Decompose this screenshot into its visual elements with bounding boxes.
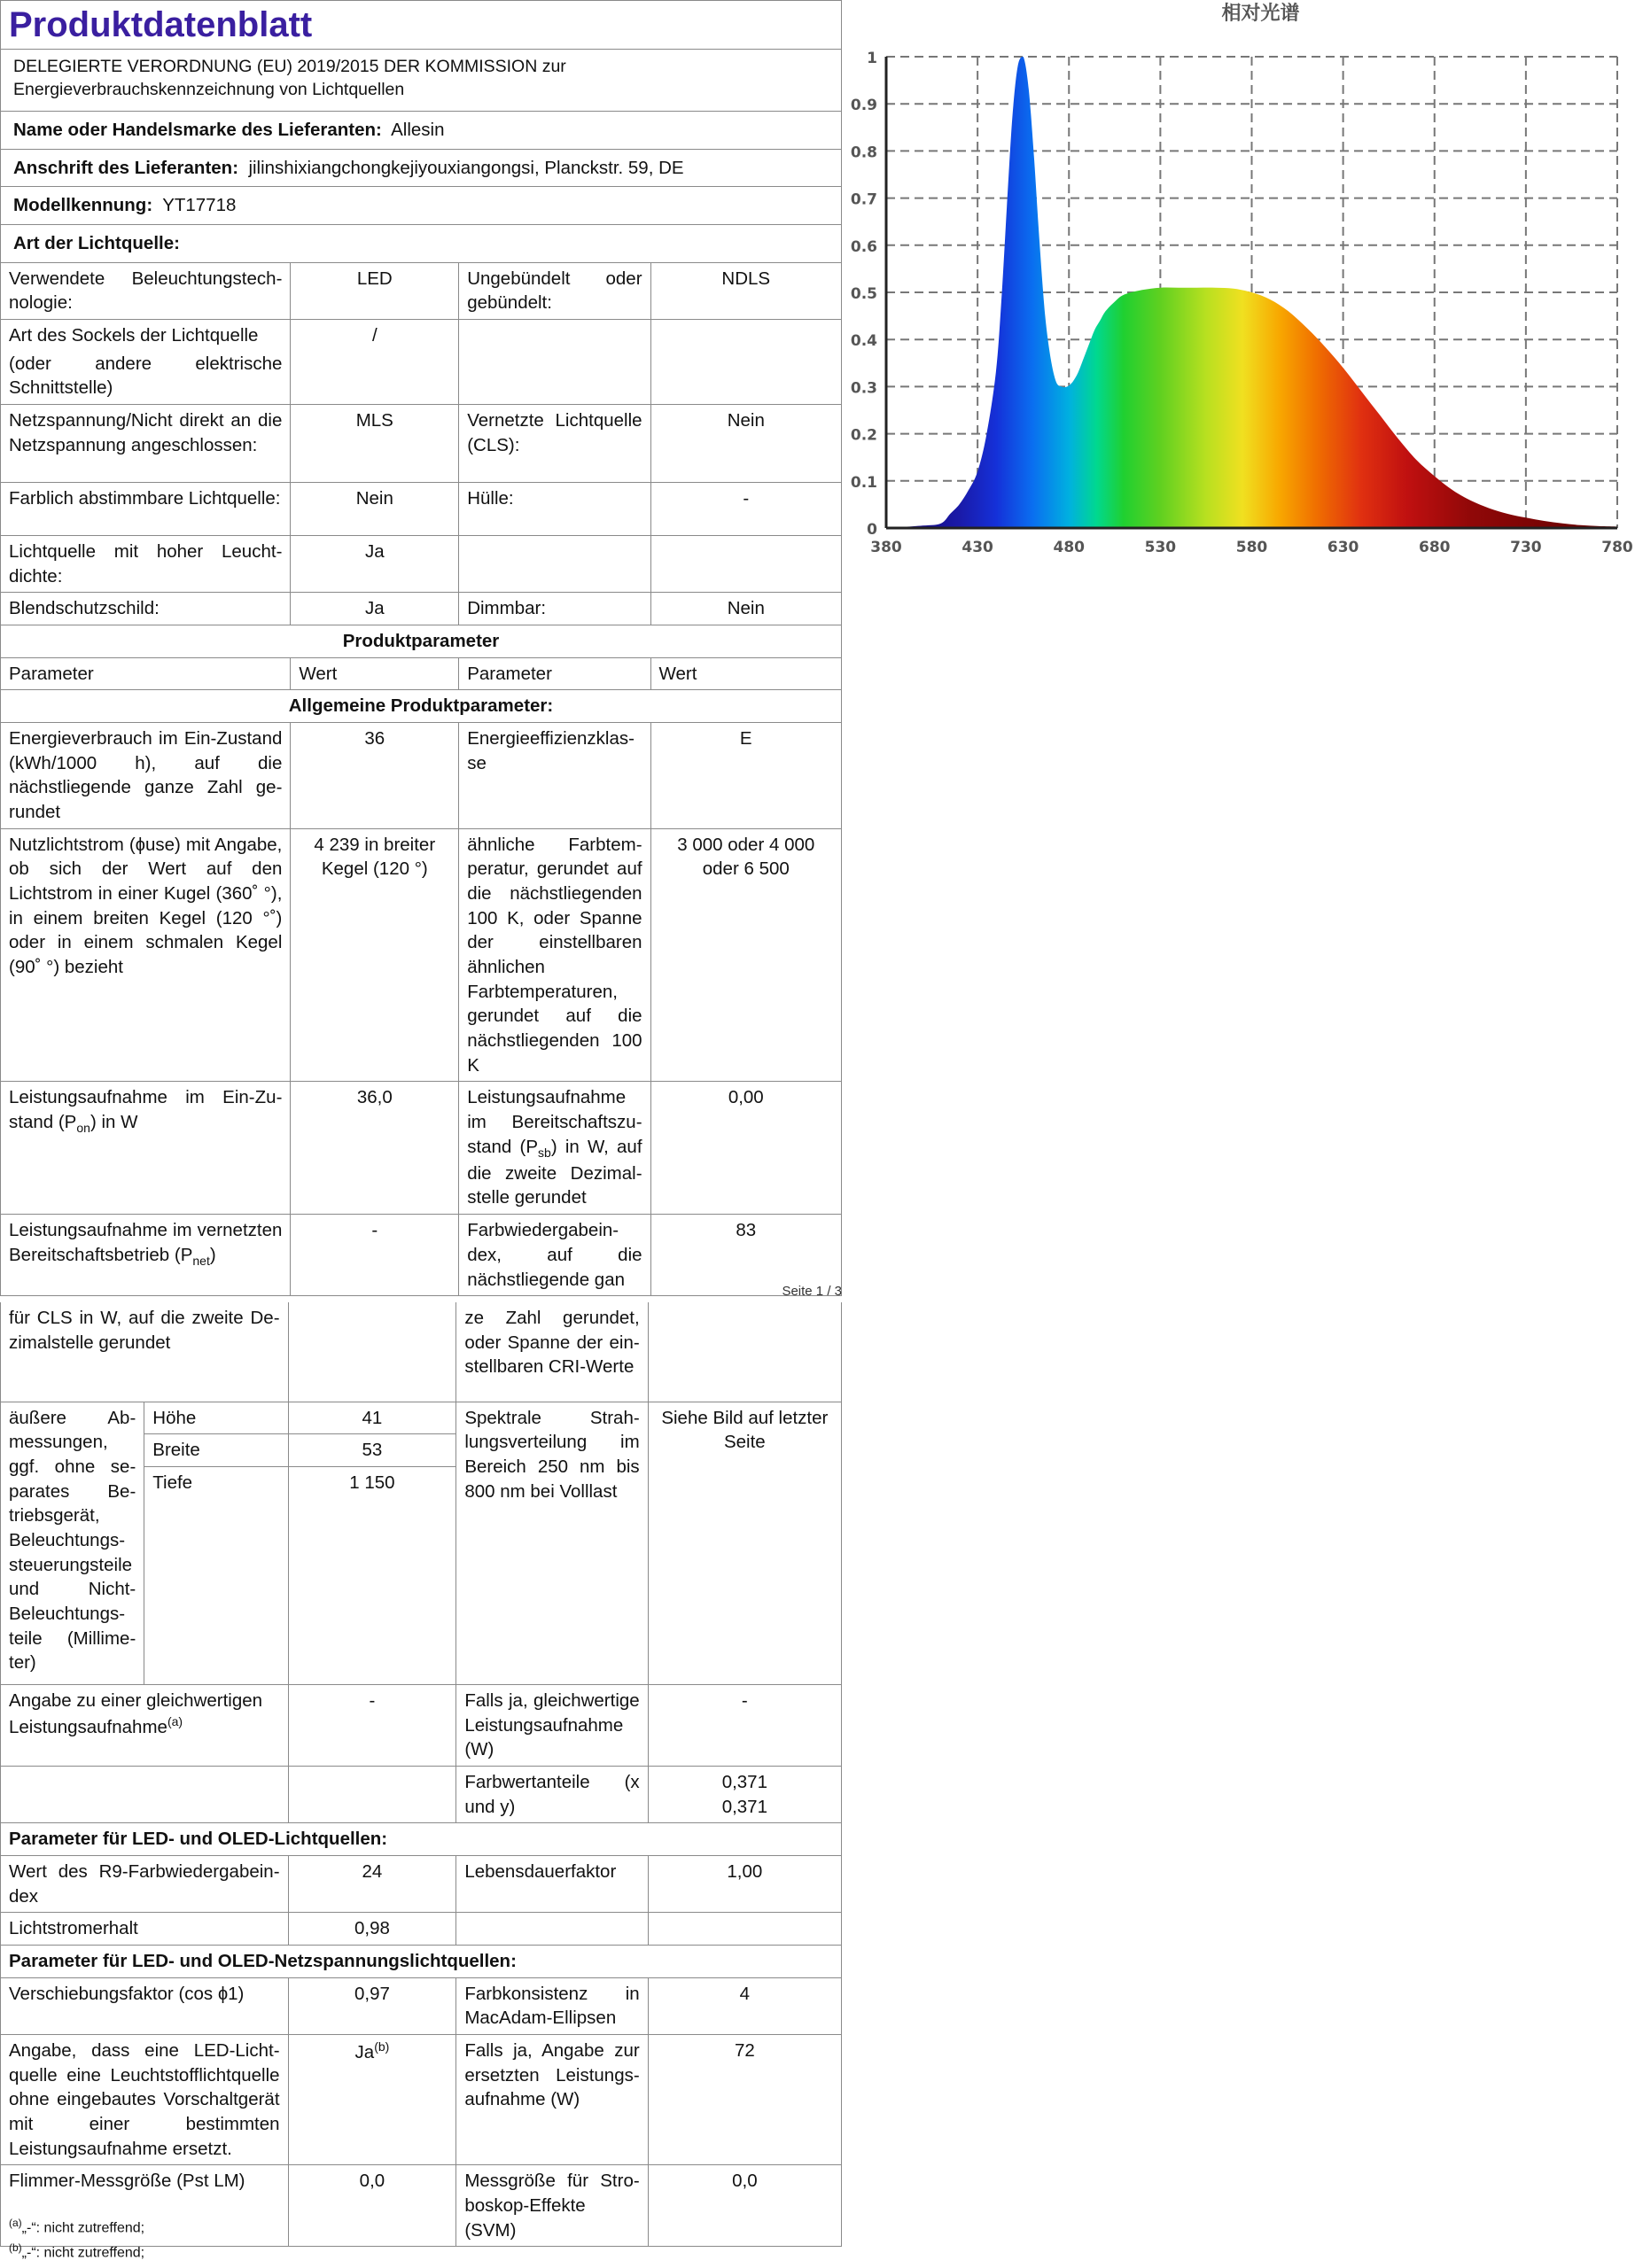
spd-label: Spektrale Strahlungsverteilung im Bereich 250 nm bis 800 nm bei Volllast	[456, 1402, 648, 1684]
type-value: LED	[291, 262, 459, 319]
type-row	[1, 536, 842, 593]
page-number: Seite 1 / 3	[782, 1284, 842, 1299]
param-row	[1, 723, 842, 829]
type-value	[650, 320, 841, 405]
page2-table	[0, 1302, 842, 2247]
x-tick-label: 630	[1327, 539, 1359, 556]
type-label: Ungebündelt oder gebündelt:	[459, 262, 650, 319]
r9-label: Wert des R9-Farbwiedergabeindex	[1, 1855, 289, 1912]
replace2-value: 72	[648, 2034, 841, 2164]
y-tick-label: 0.5	[850, 285, 877, 303]
type-label: Verwendete Beleuchtungstechnologie:	[1, 262, 291, 319]
type-table	[0, 262, 842, 625]
address-row	[1, 149, 842, 187]
type-row	[1, 262, 842, 319]
spd-value: Siehe Bild auf letzter Seite	[648, 1402, 841, 1684]
x-tick-label: 580	[1235, 539, 1268, 556]
flicker-label: Flimmer-Messgröße (Pst LM)	[1, 2165, 289, 2247]
height-value: 41	[288, 1402, 456, 1434]
y-tick-label: 0.8	[850, 144, 877, 162]
model-value: YT17718	[162, 195, 237, 216]
type-row	[1, 405, 842, 483]
param-row	[1, 1082, 842, 1215]
x-tick-label: 430	[962, 539, 993, 556]
y-tick-label: 0.2	[850, 426, 877, 445]
y-tick-label: 0.4	[850, 332, 877, 351]
param-row	[1, 1302, 842, 1402]
type-value: -	[650, 483, 841, 536]
psb-value: 0,00	[650, 1082, 841, 1215]
regulation-text: DELEGIERTE VERORDNUNG (EU) 2019/2015 DER KOMMISSION zur Energieverbrauchskennzeichnung von Lichtquellen	[1, 50, 842, 112]
type-value: Nein	[650, 405, 841, 483]
y-tick-label: 0.1	[850, 473, 877, 492]
datasheet-page-1	[0, 0, 842, 1290]
y-tick-label: 0.6	[850, 237, 877, 256]
param-row	[1, 1684, 842, 1766]
type-label: Hülle:	[459, 483, 650, 536]
chroma-y: 0,371	[721, 1796, 767, 1817]
x-tick-label: 480	[1053, 539, 1085, 556]
spectrum-svg	[842, 0, 1635, 576]
pon-label: Leistungsaufnahme im Ein-Zustand $(P_{on})$ in W	[1, 1082, 291, 1215]
y-tick-label: 0.7	[850, 190, 877, 209]
consist-value: 4	[648, 1977, 841, 2034]
type-label	[1, 320, 291, 405]
y-tick-label: 0.3	[850, 379, 877, 398]
param-row	[1, 1855, 842, 1912]
chroma-value	[648, 1766, 841, 1822]
type-label	[459, 320, 650, 405]
general-heading: Allgemeine Produktparameter:	[1, 690, 842, 723]
x-tick-label: 780	[1601, 539, 1633, 556]
width-label: Breite	[144, 1434, 288, 1467]
type-label: Lichtquelle mit hoher Leuchtdichte:	[1, 536, 291, 593]
y-tick-label: 1	[867, 50, 877, 67]
x-tick-labels	[870, 539, 1633, 556]
dim-row	[1, 1402, 842, 1434]
width-value: 53	[288, 1434, 456, 1467]
cri-value: 83	[650, 1215, 841, 1296]
socket-label-cont: (oder andere elektrische Schnittstelle)	[9, 353, 283, 399]
equiv-value: -	[288, 1684, 456, 1766]
type-label: Vernetzte Lichtquelle (CLS):	[459, 405, 650, 483]
empty-cell	[648, 1302, 841, 1402]
spectrum-chart	[842, 0, 1635, 576]
param-row	[1, 1913, 842, 1946]
chroma-label: Farbwertanteile (x und y)	[456, 1766, 648, 1822]
replace2-label: Falls ja, Angabe zur ersetzten Leistungsaufnahme (W)	[456, 2034, 648, 2164]
replace-label: Angabe, dass eine LED-Lichtquelle eine Leuchtstofflichtquelle ohne eingebautes Vorschaltgerät mit einer bestimmten Leistungsaufnahme ersetzt.	[1, 2034, 289, 2164]
supplier-row	[1, 112, 842, 150]
type-value: Nein	[291, 483, 459, 536]
type-value: Ja	[291, 536, 459, 593]
equiv-label: Angabe zu einer gleichwertigen Leistungsaufnahme$^{(a)}$	[1, 1684, 289, 1766]
model-label: Modellkennung:	[13, 195, 153, 216]
type-label: Blendschutzschild:	[1, 593, 291, 625]
x-tick-label: 380	[870, 539, 902, 556]
led-heading: Parameter für LED- und OLED-Lichtquellen:	[1, 1823, 842, 1856]
equiv2-label: Falls ja, gleichwertige Leistungsaufnahme (W)	[456, 1684, 648, 1766]
type-label	[459, 536, 650, 593]
cos-value: 0,97	[288, 1977, 456, 2034]
depth-value: 1 150	[288, 1466, 456, 1684]
param-row	[1, 828, 842, 1082]
dimensions-label: äußere Abmessungen, ggf. ohne separates Betriebsgerät, Beleuchtungssteuerungsteile und Nicht-Beleuchtungsteile (Millimeter)	[1, 1402, 144, 1684]
col-param-header: Parameter	[459, 657, 650, 690]
x-tick-label: 530	[1144, 539, 1177, 556]
type-value	[650, 536, 841, 593]
x-tick-label: 730	[1510, 539, 1542, 556]
y-tick-labels	[851, 50, 877, 539]
type-row	[1, 593, 842, 625]
chroma-x: 0,371	[721, 1771, 767, 1792]
empty-cell	[288, 1302, 456, 1402]
flux-label: Nutzlichtstrom (ɸuse) mit Angabe, ob sich der Wert auf den Lichtstrom in einer Kugel (360˚ °), in einem breiten Kegel (120 °˚) oder in einem schmalen Kegel (90˚ °) bezieht	[1, 828, 291, 1082]
cct-value: 3 000 oder 4 000 oder 6 500	[650, 828, 841, 1082]
cct-label: ähnliche Farbtemperatur, gerundet auf die nächstliegenden 100 K, oder Spanne der einstellbaren ähnlichen Farbtemperaturen, gerundet auf die nächstliegenden 100 K	[459, 828, 650, 1082]
param-row	[1, 1215, 842, 1296]
type-label: Dimmbar:	[459, 593, 650, 625]
cri-label-cont: ze Zahl gerundet, oder Spanne der einstellbaren CRI-Werte	[456, 1302, 648, 1402]
footnote: $^{(b)}$„-“: nicht zutreffend;	[9, 2241, 145, 2261]
page-title: Produktdatenblatt	[9, 5, 313, 44]
type-value: NDLS	[650, 262, 841, 319]
params-header-row	[1, 657, 842, 690]
empty-cell	[1, 1766, 289, 1822]
life-label: Lebensdauerfaktor	[456, 1855, 648, 1912]
class-value: E	[650, 723, 841, 829]
depth-label: Tiefe	[144, 1466, 288, 1684]
y-tick-label: 0	[867, 521, 877, 539]
type-value: /	[291, 320, 459, 405]
params-heading: Produktparameter	[1, 625, 842, 658]
param-row	[1, 1766, 842, 1822]
footnote: $^{(a)}$„-“: nicht zutreffend;	[9, 2217, 145, 2236]
pon-value: 36,0	[291, 1082, 459, 1215]
address-label: Anschrift des Lieferanten:	[13, 157, 239, 178]
chart-title: 相对光谱	[1221, 3, 1300, 25]
cri-label: Farbwiedergabeindex, auf die nächstliegende gan	[459, 1215, 650, 1296]
model-row	[1, 187, 842, 225]
energy-value: 36	[291, 723, 459, 829]
height-label: Höhe	[144, 1402, 288, 1434]
flicker-value: 0,0	[288, 2165, 456, 2247]
pnet-label: Leistungsaufnahme im vernetzten Bereitschaftsbetrieb $(P_{net})$	[1, 1215, 291, 1296]
x-tick-label: 680	[1419, 539, 1451, 556]
footnotes	[9, 2215, 144, 2264]
spectrum-area	[886, 57, 1617, 528]
strobe-value: 0,0	[648, 2165, 841, 2247]
supplier-label: Name oder Handelsmarke des Lieferanten:	[13, 120, 382, 140]
psb-label: Leistungsaufnahme im Bereitschaftszustand $(P_{sb})$ in W, auf die zweite Dezimalstelle gerundet	[459, 1082, 650, 1215]
header-table	[0, 0, 842, 263]
mains-heading: Parameter für LED- und OLED-Netzspannungslichtquellen:	[1, 1945, 842, 1977]
col-param-header: Parameter	[1, 657, 291, 690]
flux-value: 4 239 in breiter Kegel (120 °)	[291, 828, 459, 1082]
type-row	[1, 320, 842, 405]
maint-value: 0,98	[288, 1913, 456, 1946]
equiv2-value: -	[648, 1684, 841, 1766]
type-heading: Art der Lichtquelle:	[1, 225, 842, 263]
empty-cell	[456, 1913, 648, 1946]
energy-label: Energieverbrauch im Ein-Zustand (kWh/1000 h), auf die nächstliegende ganze Zahl gerundet	[1, 723, 291, 829]
param-row	[1, 1977, 842, 2034]
type-value: Ja	[291, 593, 459, 625]
empty-cell	[648, 1913, 841, 1946]
type-label: Farblich abstimmbare Lichtquelle:	[1, 483, 291, 536]
params-table	[0, 625, 842, 1296]
maint-label: Lichtstromerhalt	[1, 1913, 289, 1946]
type-row	[1, 483, 842, 536]
empty-cell	[288, 1766, 456, 1822]
type-value: Nein	[650, 593, 841, 625]
col-value-header: Wert	[291, 657, 459, 690]
param-row	[1, 2034, 842, 2164]
type-value: MLS	[291, 405, 459, 483]
cos-label: Verschiebungsfaktor (cos ɸ1)	[1, 1977, 289, 2034]
type-label: Netzspannung/Nicht direkt an die Netzspannung angeschlossen:	[1, 405, 291, 483]
supplier-value: Allesin	[391, 120, 445, 140]
replace-value: Ja$^{(b)}$	[288, 2034, 456, 2164]
socket-label: Art des Sockels der Lichtquelle	[9, 325, 259, 346]
r9-value: 24	[288, 1855, 456, 1912]
life-value: 1,00	[648, 1855, 841, 1912]
strobe-label: Messgröße für Stroboskop-Effekte (SVM)	[456, 2165, 648, 2247]
address-value: jilinshixiangchongkejiyouxiangongsi, Planckstr. 59, DE	[248, 157, 684, 178]
col-value-header: Wert	[650, 657, 841, 690]
pnet-label-cont: für CLS in W, auf die zweite Dezimalstelle gerundet	[1, 1302, 289, 1402]
consist-label: Farbkonsistenz in MacAdam-Ellipsen	[456, 1977, 648, 2034]
class-label: Energieeffizienzklasse	[459, 723, 650, 829]
pnet-value: -	[291, 1215, 459, 1296]
y-tick-label: 0.9	[850, 97, 877, 115]
